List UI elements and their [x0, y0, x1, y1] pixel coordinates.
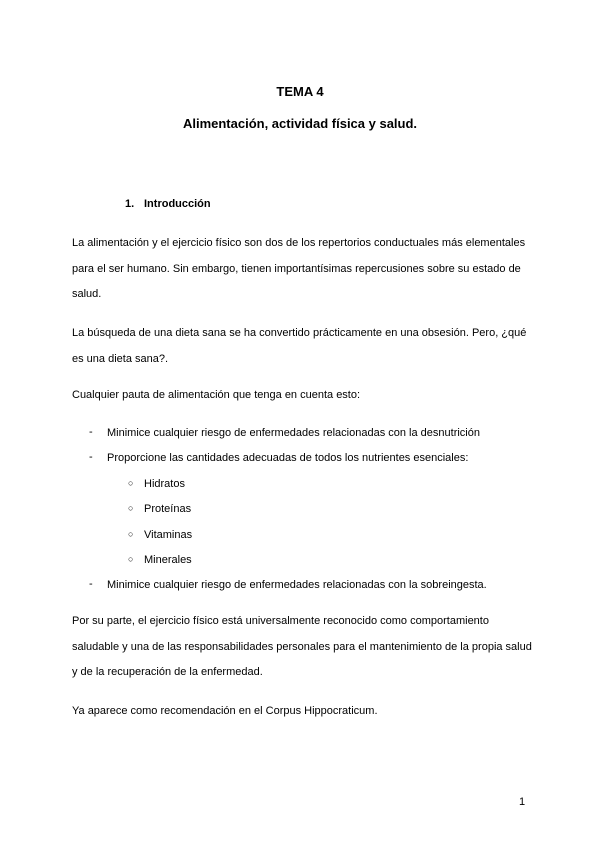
list-item: Minimice cualquier riesgo de enfermedades relacionadas con la sobreingesta. — [107, 579, 487, 591]
sub-bullet-icon: ○ — [128, 529, 134, 539]
paragraph: La búsqueda de una dieta sana se ha convertido prácticamente en una obsesión. Pero, ¿qué es una dieta sana?. — [72, 327, 527, 365]
sub-bullet-icon: ○ — [128, 503, 134, 513]
sub-bullet-icon: ○ — [128, 478, 134, 488]
section-heading — [125, 198, 211, 210]
sub-list-item: Hidratos — [144, 478, 185, 490]
sub-list-item: Minerales — [144, 554, 192, 566]
list-item: Proporcione las cantidades adecuadas de todos los nutrientes esenciales: — [107, 452, 469, 464]
list-item: Minimice cualquier riesgo de enfermedades relacionadas con la desnutrición — [107, 427, 480, 439]
paragraph: Ya aparece como recomendación en el Corpus Hippocraticum. — [72, 705, 378, 717]
sub-bullet-icon: ○ — [128, 554, 134, 564]
document-subtitle: Alimentación, actividad física y salud. — [182, 116, 418, 131]
list-dash: - — [89, 451, 93, 463]
page-number: 1 — [519, 796, 526, 808]
paragraph: Cualquier pauta de alimentación que tenga en cuenta esto: — [72, 389, 361, 401]
list-dash: - — [89, 426, 93, 438]
sub-list-item: Proteínas — [144, 503, 192, 515]
sub-list-item: Vitaminas — [144, 529, 193, 541]
document-title: TEMA 4 — [276, 84, 324, 99]
section-title: Introducción — [144, 198, 211, 210]
paragraph: La alimentación y el ejercicio físico son dos de los repertorios conductuales más elementales para el ser humano. Sin embargo, tienen importantísimas repercusiones sobre su estado de salud. — [72, 237, 526, 300]
list-dash: - — [89, 578, 93, 590]
paragraph: Por su parte, el ejercicio físico está universalmente reconocido como comportamiento saludable y una de las responsabilidades personales para el mantenimiento de la propia salud y de la recuperación de la enfermedad. — [72, 615, 532, 678]
section-number: 1. — [125, 198, 135, 210]
